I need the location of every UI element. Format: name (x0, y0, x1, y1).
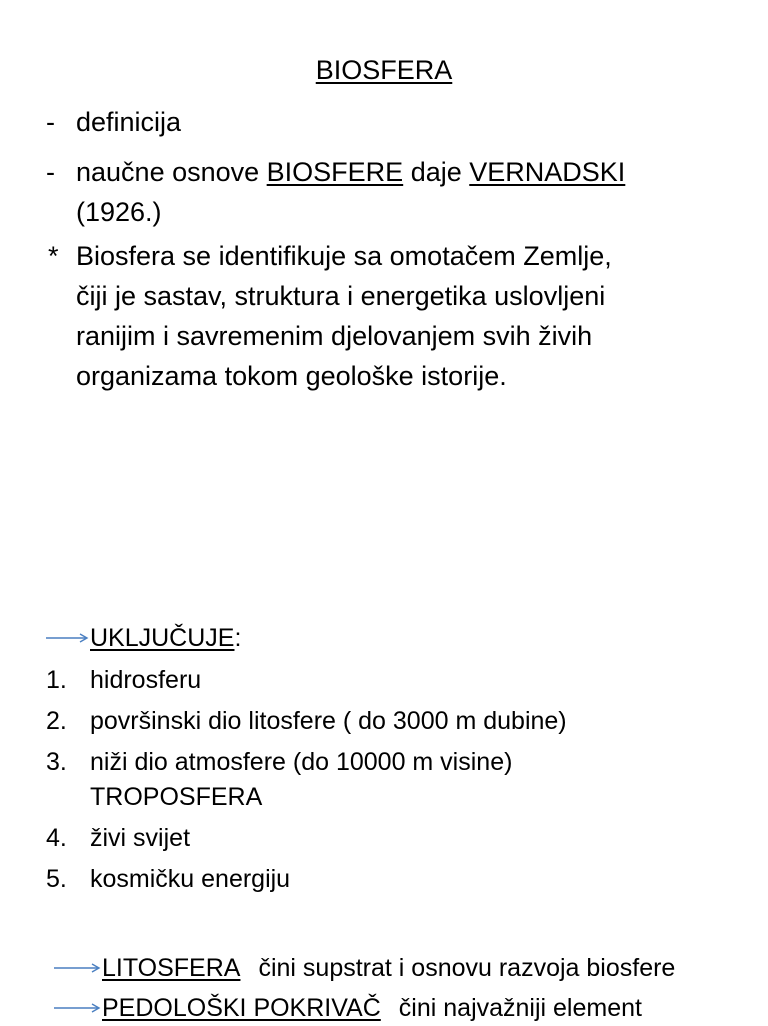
osnove-vernadski: VERNADSKI (469, 157, 626, 187)
star-mark: * (48, 241, 59, 271)
list-item (44, 862, 744, 897)
right-arrow-icon (52, 990, 102, 1026)
list-number: 5. (46, 865, 67, 893)
list-number: 1. (46, 666, 67, 694)
title-text: BIOSFERA (315, 55, 453, 85)
list-item (44, 704, 744, 739)
osnove-biosfere: BIOSFERE (266, 157, 404, 187)
dash-mark: - (46, 107, 55, 137)
list-item-text: niži dio atmosfere (do 10000 m visine) (90, 748, 513, 776)
osnove-year: (1926.) (76, 197, 162, 227)
pedoloski-line (52, 990, 642, 1026)
osnove-daje: daje (403, 157, 470, 187)
list-item (44, 821, 744, 856)
ukljucuje-colon: : (234, 624, 242, 652)
list-number: 3. (46, 748, 67, 776)
litosfera-text: čini supstrat i osnovu razvoja biosfere (258, 954, 676, 982)
pedoloski-label: PEDOLOŠKI POKRIVAČ (102, 994, 381, 1022)
right-arrow-icon (52, 950, 102, 986)
litosfera-line (52, 950, 675, 986)
paragraph-line-3: ranijim i savremenim djelovanjem svih živih (76, 321, 593, 351)
list-item-text-continued: TROPOSFERA (90, 783, 263, 811)
bullet-definicija-text: definicija (76, 107, 182, 137)
list-item (44, 663, 744, 698)
litosfera-label: LITOSFERA (102, 954, 241, 982)
paragraph-line-4: organizama tokom geološke istorije. (76, 361, 507, 391)
definition-paragraph (44, 236, 744, 396)
list-item-text: kosmičku energiju (90, 865, 291, 893)
bullet-list (44, 102, 744, 396)
pedoloski-text: čini najvažniji element (398, 994, 642, 1022)
ukljucuje-heading (44, 620, 241, 656)
list-number: 4. (46, 824, 67, 852)
dash-mark: - (46, 157, 55, 187)
list-item (44, 745, 744, 815)
page-title (0, 55, 768, 86)
osnove-prefix: naučne osnove (76, 157, 267, 187)
list-number: 2. (46, 707, 67, 735)
ukljucuje-label: UKLJUČUJE (90, 624, 235, 652)
ukljucuje-list (44, 663, 744, 897)
list-item-text: živi svijet (90, 824, 191, 852)
paragraph-line-2: čiji je sastav, struktura i energetika uslovljeni (76, 281, 606, 311)
bullet-definicija (44, 102, 744, 142)
list-item-text: hidrosferu (90, 666, 202, 694)
paragraph-line-1: Biosfera se identifikuje sa omotačem Zemlje, (76, 241, 612, 271)
list-item-text: površinski dio litosfere ( do 3000 m dubine) (90, 707, 567, 735)
bullet-osnove (44, 152, 744, 232)
right-arrow-icon (44, 620, 90, 656)
